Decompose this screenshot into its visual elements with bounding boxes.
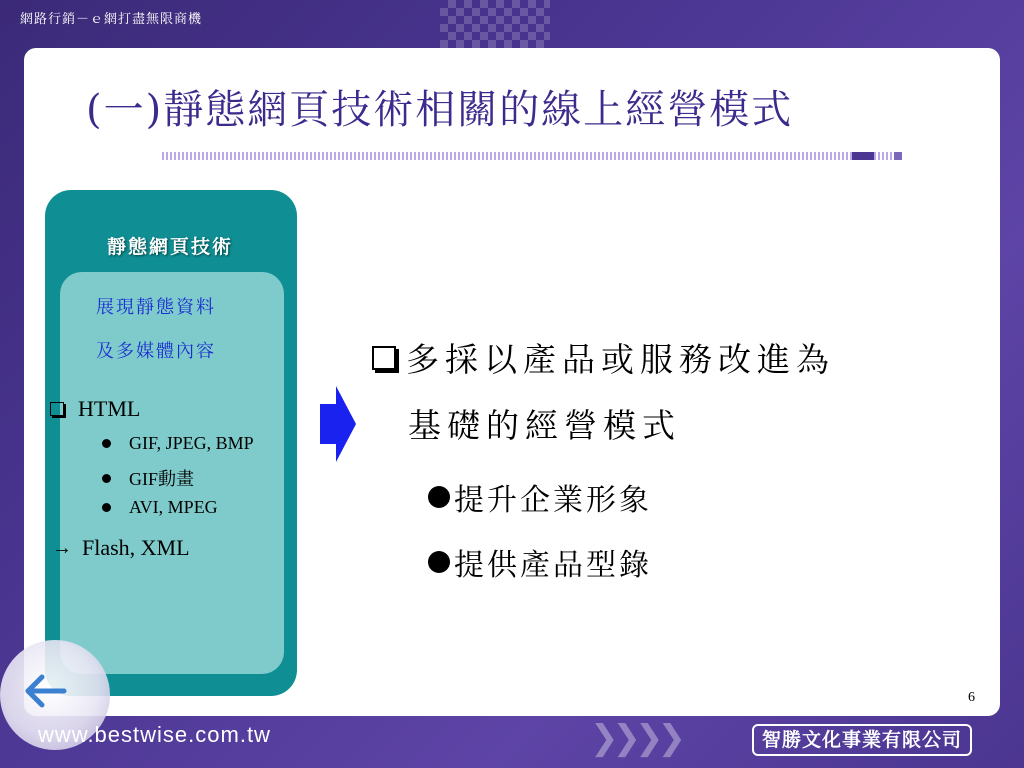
website-url: www.bestwise.com.tw [38,722,271,747]
list-item-label: GIF, JPEG, BMP [129,433,254,453]
checkbox-icon [50,402,64,416]
sub-point-1 [428,475,652,519]
main-point-text: 多採以產品或服務改進為 [406,340,835,379]
sub-point-text: 提供產品型錄 [454,548,652,583]
main-point-line-2 [408,400,681,447]
checkbox-icon [372,346,396,370]
main-point-line-1 [372,334,835,381]
list-item-avi-mpeg [102,497,218,518]
list-item-label: AVI, MPEG [129,497,218,517]
list-item-label: HTML [78,396,141,421]
page-number: 6 [968,690,975,705]
chevron-decoration: ❯❯❯❯ [590,718,680,758]
list-item-flash-xml [52,535,190,561]
tech-box-subtitle-2: 及多媒體內容 [96,341,216,362]
pointer-arrow-icon [318,382,358,466]
publisher-badge: 智勝文化事業有限公司 [752,724,972,756]
tech-box-subtitle-1: 展現靜態資料 [96,297,216,318]
arrow-right-icon: → [52,536,72,559]
sub-point-text: 提升企業形象 [454,483,652,518]
bullet-dot-icon [102,474,111,483]
list-item-label: GIF動畫 [129,469,195,489]
bullet-dot-icon [102,439,111,448]
bullet-dot-icon [428,551,450,573]
header-title: 網路行銷－ｅ網打盡無限商機 [20,12,203,27]
slide-title: (一)靜態網頁技術相關的線上經營模式 [86,87,794,133]
back-arrow-icon[interactable] [22,673,68,709]
bullet-dot-icon [428,486,450,508]
list-item-gif-jpeg-bmp [102,433,254,454]
list-item-gif-animation [102,465,194,491]
bullet-dot-icon [102,503,111,512]
title-divider [162,152,902,160]
list-item-label: Flash, XML [82,535,190,560]
list-item-html [50,396,140,422]
main-point-text: 基礎的經營模式 [408,406,681,445]
tech-box-title: 靜態網頁技術 [106,236,233,258]
sub-point-2 [428,540,652,584]
